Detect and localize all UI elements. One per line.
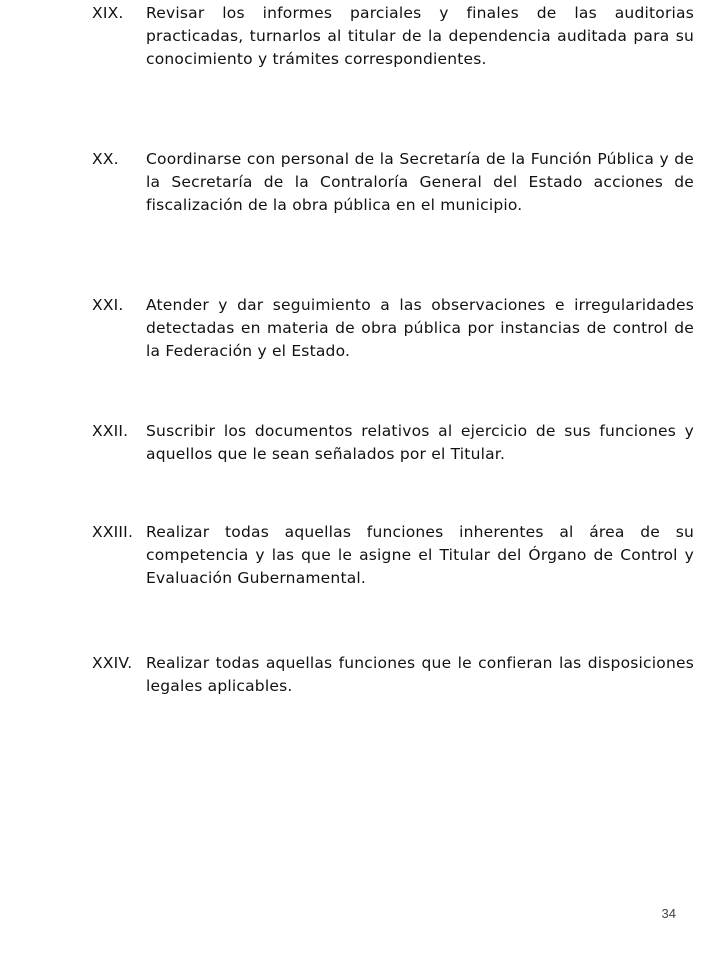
page-number: 34 bbox=[661, 906, 676, 921]
item-numeral: XXII. bbox=[92, 422, 129, 440]
item-text: Atender y dar seguimiento a las observaciones e irregularidades detectadas en materia de obra pública por instancias de control de la Federación y el Estado. bbox=[146, 296, 694, 360]
item-numeral: XXIII. bbox=[92, 523, 134, 541]
item-text: Realizar todas aquellas funciones inherentes al área de su competencia y las que le asigne el Titular del Órgano de Control y Evaluación Gubernamental. bbox=[146, 523, 694, 587]
item-text: Revisar los informes parciales y finales de las auditorias practicadas, turnarlos al titular de la dependencia auditada para su conocimiento y trámites correspondientes. bbox=[146, 4, 694, 68]
item-numeral: XX. bbox=[92, 150, 119, 168]
list-item-xxi bbox=[92, 294, 694, 363]
item-numeral: XXI. bbox=[92, 296, 124, 314]
item-text: Realizar todas aquellas funciones que le confieran las disposiciones legales aplicables. bbox=[146, 654, 694, 695]
list-item-xxii bbox=[92, 420, 694, 466]
list-item-xxiii bbox=[92, 521, 694, 590]
item-numeral: XXIV. bbox=[92, 654, 133, 672]
list-item-xix bbox=[92, 2, 694, 71]
item-numeral: XIX. bbox=[92, 4, 124, 22]
item-text: Suscribir los documentos relativos al ejercicio de sus funciones y aquellos que le sean señalados por el Titular. bbox=[146, 422, 694, 463]
list-item-xx bbox=[92, 148, 694, 217]
list-item-xxiv bbox=[92, 652, 694, 698]
item-text: Coordinarse con personal de la Secretaría de la Función Pública y de la Secretaría de la Contraloría General del Estado acciones de fiscalización de la obra pública en el municipio. bbox=[146, 150, 694, 214]
